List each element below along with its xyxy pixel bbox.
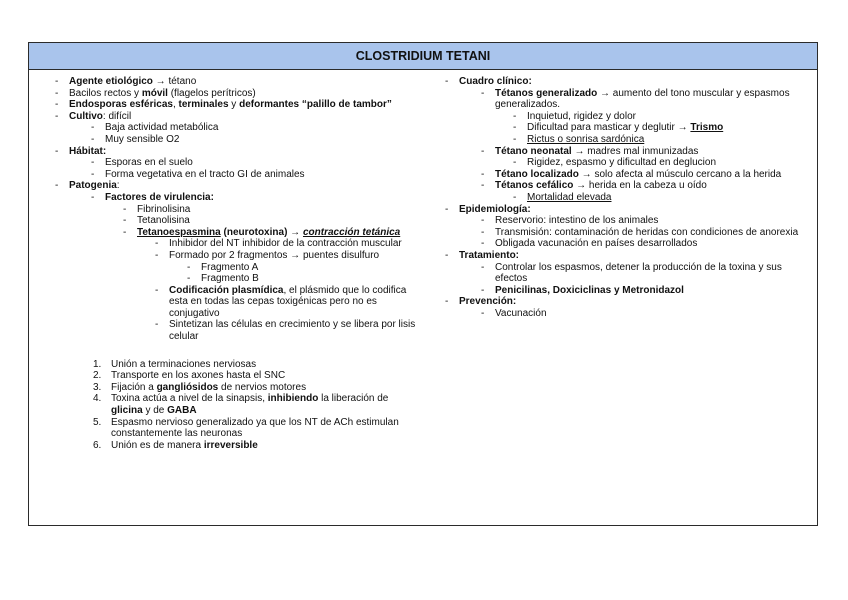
tratamiento-label: Tratamiento: bbox=[459, 249, 520, 261]
list-item: - Inquietud, rigidez y dolor bbox=[513, 111, 803, 123]
list-item bbox=[53, 146, 418, 181]
list-item: - Baja actividad metabólica bbox=[91, 122, 418, 134]
step-bold-text: glicina bbox=[111, 405, 143, 417]
cefalico-label: Tétanos cefálico bbox=[495, 180, 574, 192]
step-bold-text: irreversible bbox=[203, 439, 258, 451]
flagelos-text: (flagelos perítricos) bbox=[167, 87, 256, 99]
movil-text: móvil bbox=[141, 87, 168, 99]
summary-table bbox=[28, 42, 818, 526]
list-item: - Controlar los espasmos, detener la producción de la toxina y sus efectos bbox=[481, 262, 803, 285]
step-number: 3. bbox=[93, 381, 102, 393]
step-number: 6. bbox=[93, 439, 102, 451]
endosporas-text: Endosporas esféricas bbox=[69, 99, 173, 111]
list-item bbox=[155, 250, 418, 285]
step-text: de nervios motores bbox=[218, 381, 307, 393]
step-text: Transporte en los axones hasta el SNC bbox=[111, 370, 286, 382]
mechanism-steps bbox=[93, 359, 418, 452]
list-item bbox=[481, 180, 803, 203]
list-item bbox=[53, 88, 418, 100]
step-text: Unión a terminaciones nerviosas bbox=[111, 358, 257, 370]
left-column bbox=[53, 76, 418, 451]
step-number: 5. bbox=[93, 416, 102, 428]
list-item bbox=[53, 99, 418, 111]
list-item: - Rigidez, espasmo y dificultad en deglucion bbox=[513, 157, 803, 169]
list-item bbox=[443, 250, 803, 296]
list-item bbox=[513, 134, 803, 146]
list-item: - Reservorio: intestino de los animales bbox=[481, 215, 803, 227]
list-item bbox=[93, 417, 418, 440]
list-item bbox=[155, 285, 418, 320]
deformantes-text: deformantes “palillo de tambor” bbox=[239, 99, 392, 111]
list-item bbox=[481, 88, 803, 146]
neurotoxina-text: (neurotoxina) bbox=[220, 226, 288, 238]
list-item: - Fibrinolisina bbox=[123, 204, 418, 216]
contraccion-text: contracción tetánica bbox=[302, 226, 401, 238]
list-item bbox=[481, 169, 803, 181]
cultivo-text: : difícil bbox=[102, 110, 132, 122]
list-item: - Muy sensible O2 bbox=[91, 134, 418, 146]
arrow-text: → bbox=[287, 226, 303, 238]
list-item: - Inhibidor del NT inhibidor de la contracción muscular bbox=[155, 238, 418, 250]
formado-text: Formado por 2 fragmentos → puentes disulfuro bbox=[169, 249, 380, 261]
list-item: - Forma vegetativa en el tracto GI de animales bbox=[91, 169, 418, 181]
factores-label: Factores de virulencia: bbox=[105, 191, 214, 203]
mortalidad-text: Mortalidad elevada bbox=[527, 191, 612, 203]
step-number: 4. bbox=[93, 393, 102, 405]
list-item bbox=[481, 146, 803, 169]
list-item: - Fragmento A bbox=[187, 262, 418, 274]
penicilinas-text: Penicilinas, Doxiciclinas y Metronidazol bbox=[495, 284, 684, 296]
localizado-text: → solo afecta al músculo cercano a la herida bbox=[578, 168, 782, 180]
step-text: Espasmo nervioso generalizado ya que los NT de ACh estimulan constantemente las neuronas bbox=[111, 416, 399, 440]
list-item: - Obligada vacunación en países desarrollados bbox=[481, 238, 803, 250]
list-item bbox=[513, 122, 803, 134]
step-text: Unión es de manera bbox=[111, 439, 204, 451]
list-item bbox=[93, 393, 418, 416]
step-bold-text: gangliósidos bbox=[156, 381, 219, 393]
epidemiologia-label: Epidemiología: bbox=[459, 203, 531, 215]
codificacion-text: Codificación plasmídica bbox=[169, 284, 284, 296]
cuadro-label: Cuadro clínico: bbox=[459, 76, 532, 87]
list-item bbox=[93, 370, 418, 382]
step-number: 1. bbox=[93, 358, 102, 370]
list-item bbox=[443, 296, 803, 319]
list-item: - Transmisión: contaminación de heridas con condiciones de anorexia bbox=[481, 227, 803, 239]
step-text: y de bbox=[142, 405, 168, 417]
generalizado-text: → aumento del tono muscular y espasmos generalizados. bbox=[495, 87, 790, 111]
cultivo-label: Cultivo bbox=[69, 110, 103, 122]
list-item bbox=[123, 227, 418, 343]
list-item bbox=[513, 192, 803, 204]
plasmido-text: , el plásmido que lo codifica esta en todas las cepas toxigénicas pero no es conjugativo bbox=[169, 284, 407, 319]
list-item: - Tetanolisina bbox=[123, 215, 418, 227]
list-item: - Vacunación bbox=[481, 308, 803, 320]
list-item bbox=[53, 180, 418, 342]
patogenia-colon: : bbox=[116, 180, 120, 192]
agente-text: → tétano bbox=[152, 76, 197, 87]
step-bold-text: inhibiendo bbox=[267, 393, 319, 405]
neonatal-text: → madres mal inmunizadas bbox=[571, 145, 699, 157]
list-item bbox=[481, 285, 803, 297]
list-item: - Sintetizan las células en crecimiento y se libera por lisis celular bbox=[155, 319, 418, 342]
prevencion-label: Prevención: bbox=[459, 296, 517, 308]
localizado-label: Tétano localizado bbox=[495, 168, 579, 180]
step-text: Fijación a bbox=[111, 381, 157, 393]
bacilos-text: Bacilos rectos y bbox=[69, 87, 142, 99]
conjunction-text: y bbox=[228, 99, 240, 111]
page-title: CLOSTRIDIUM TETANI bbox=[29, 43, 817, 70]
cefalico-text: → herida en la cabeza u oído bbox=[573, 180, 707, 192]
list-item bbox=[443, 204, 803, 250]
list-item: - Esporas en el suelo bbox=[91, 157, 418, 169]
step-bold-text: GABA bbox=[167, 405, 197, 417]
list-item bbox=[93, 440, 418, 452]
list-item bbox=[443, 76, 803, 204]
list-item bbox=[91, 192, 418, 343]
tetanoespasmina-text: Tetanoespasmina bbox=[137, 226, 221, 238]
patogenia-label: Patogenia bbox=[69, 180, 117, 192]
agente-label: Agente etiológico bbox=[69, 76, 153, 87]
generalizado-label: Tétanos generalizado bbox=[495, 87, 598, 99]
step-text: la liberación de bbox=[318, 393, 389, 405]
terminales-text: terminales bbox=[178, 99, 229, 111]
list-item: - Fragmento B bbox=[187, 273, 418, 285]
list-item bbox=[93, 382, 418, 394]
right-column bbox=[443, 76, 803, 319]
step-text: Toxina actúa a nivel de la sinapsis, bbox=[111, 393, 268, 405]
habitat-label: Hábitat: bbox=[69, 145, 107, 157]
step-number: 2. bbox=[93, 370, 102, 382]
list-item bbox=[53, 111, 418, 146]
rictus-text: Rictus o sonrisa sardónica bbox=[527, 133, 645, 145]
separator-text: , bbox=[172, 99, 179, 111]
list-item bbox=[53, 76, 418, 88]
dificultad-text: Dificultad para masticar y deglutir → bbox=[527, 122, 691, 134]
list-item bbox=[93, 359, 418, 371]
trismo-text: Trismo bbox=[690, 122, 724, 134]
neonatal-label: Tétano neonatal bbox=[495, 145, 572, 157]
